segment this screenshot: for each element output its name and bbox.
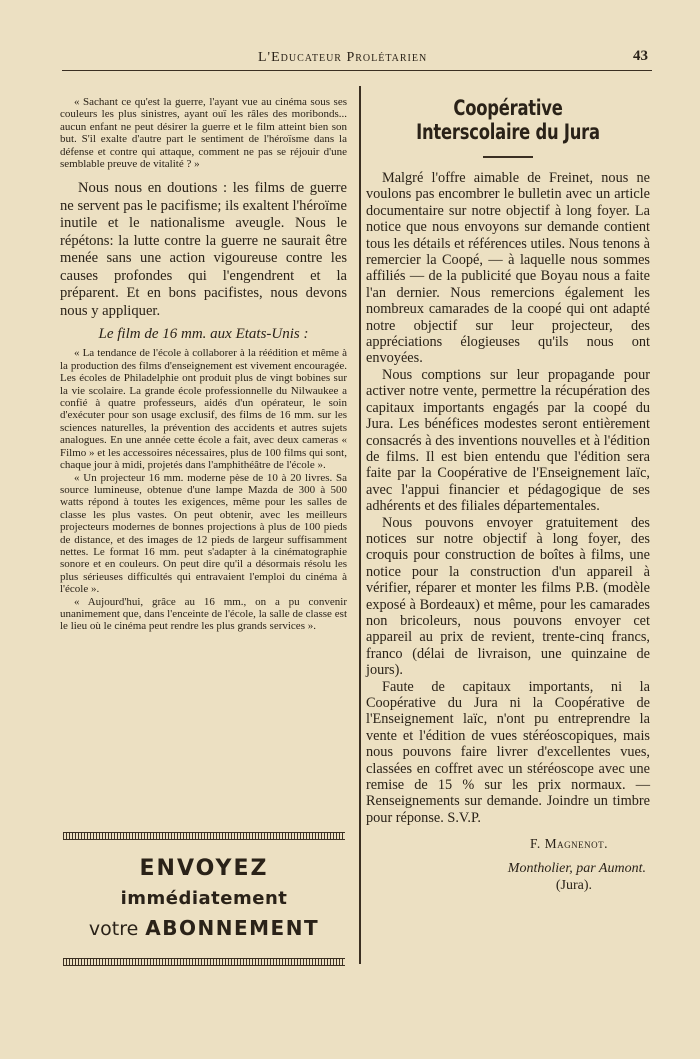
subscription-advert [60,830,348,970]
advert-word-votre: votre [88,918,139,940]
advert-bottom-rule [63,958,345,966]
advert-line-immediatement: immédiatement [120,888,288,909]
quote-classroom: « Aujourd'hui, grâce au 16 mm., on a pu convenir unanimement que, dans l'enceinte de l'école, la salle de classe est le lieu où le cinéma peut rendre les plus grands services ». [60,595,347,633]
running-title: L'Educateur Prolétarien [258,50,428,65]
paragraph-propaganda: Nous comptions sur leur propagande pour activer notre vente, permettre la récupération des capitaux importants engagés par la coopé du Jura. Les bénéfices modestes seront entièrement consacrés à des inventions nouvelles et à l'édition de films. Il est bien entendu que l'édition sera faite par la Coopérative de l'Enseignement laïc, avec l'appui financier et pédagogique de ses adhérents et des filiales départementales. [366,366,650,515]
quote-projector: « Un projecteur 16 mm. moderne pèse de 10 à 20 livres. Sa source lumineuse, obtenue d'une lampe Mazda de 300 à 500 watts répond à toutes les exigences, même pour les salles de classe les plus vastes. On peut obtenir, avec les meilleurs projecteurs modernes de bonnes projections à plus de 100 pieds de distance, et des images de 12 pieds de largeur suffisamment nettes. Le format 16 mm. peut s'adapter à la cinématographie sonore et en couleurs. On peut dire qu'il a désormais résolu les plus sérieuses difficultés qui entravaient l'emploi du cinéma à l'école ». [60,471,347,596]
paragraph-pacifism: Nous nous en doutions : les films de guerre ne servent pas le pacifisme; ils exaltent l'héroïme inutile et le nationalisme aveugle. Nous le répétons: la lutte contre la guerre ne saurait être menée sans une action vigoureuse contre les causes profondes qui l'engendrent et la préparent. Et en bons pacifistes, nous devons nous y appliquer. [60,180,347,319]
quote-school-films: « La tendance de l'école à collaborer à la réédition et même à la production des films d'enseignement est vivement encouragée. Les écoles de Philadelphie ont produit plus de vingt bobines sur la vie scolaire. La grande école professionnelle du Nilwaukee a confié à quatre professeurs, aidés d'un opérateur, le soin d'exécuter pour son usage exclusif, des films de 16 mm. sur les sciences naturelles, la prévention des accidents et autres sujets analogues. En une année cette école a fait, avec deux cameras « Filmo » et les accessoires nécessaires, plus de 100 films qui sont, chaque jour à midi, projetés dans l'amphithéâtre de l'école ». [60,347,347,472]
left-column [60,96,347,633]
page-number: 43 [633,48,648,64]
signature: F. Magnenot. [529,836,608,852]
signature-region: (Jura). [555,878,592,894]
advert-line-envoyez: ENVOYEZ [139,856,269,881]
signature-place: Montholier, par Aumont. [507,861,646,877]
advert-word-abonnement: ABONNEMENT [145,916,320,940]
column-divider [359,86,361,964]
paragraph-stereoscope: Faute de capitaux importants, ni la Coopérative du Jura ni la Coopérative de l'Enseignement laïc, n'ont pu entreprendre la vente et l'édition de vues stéréoscopiques, mais nous pouvons faire livrer d'excellentes vues, classées en coffret avec un stéréoscope avec une remise de 15 % sur les prix normaux. — Renseignements sur demande. Joindre un timbre pour réponse. S.V.P. [366,678,650,826]
article-title: Coopérative Interscolaire du Jura [416,96,600,144]
paragraph-offer: Malgré l'offre aimable de Freinet, nous ne voulons pas encombrer le bulletin avec un article documentaire sur notre objectif à long foyer. La notice que nous envoyons sur demande contient tous les détails et références utiles. Nous tenons à remercier la Coopé, — à laquelle nous sommes affiliés — de la publicité que Boyau nous a faite l'an dernier. Nous remercions également les nombreux camarades de la coopé qui ont adapté notre objectif sur leur projecteur, des appréciations élogieuses qu'ils nous ont envoyées. [366,170,650,367]
running-header [62,48,652,71]
subhead-16mm: Le film de 16 mm. aux Etats-Unis : [98,326,309,343]
paragraph-notices: Nous pouvons envoyer gratuitement des notices sur notre objectif à long foyer, des croquis pour construction de boîtes à films, une notice pour la construction d'un appareil à vérifier, réparer et monter les films P.B. (modèle exposé à Bordeaux) et même, pour les camarades non bricoleurs, nous pouvons envoyer cet appareil au prix de revient, trente-cinq francs, franco (délai de livraison, une quinzaine de jours). [366,514,650,679]
quote-war-films: « Sachant ce qu'est la guerre, l'ayant vue au cinéma sous ses couleurs les plus sinistres, ayant ouï les râles des moribonds... aucun enfant ne peut désirer la guerre et le film atteint bien son but. S'il exalte d'autre part le sentiment de l'héroïsme dans la défense et contre qui attaque, comment ne pas se réjouir d'une semblable preuve de vitalité ? » [60,96,347,171]
right-column [366,92,650,894]
advert-top-rule [63,832,345,840]
advert-line-abonnement [60,916,348,940]
title-rule [483,156,533,158]
